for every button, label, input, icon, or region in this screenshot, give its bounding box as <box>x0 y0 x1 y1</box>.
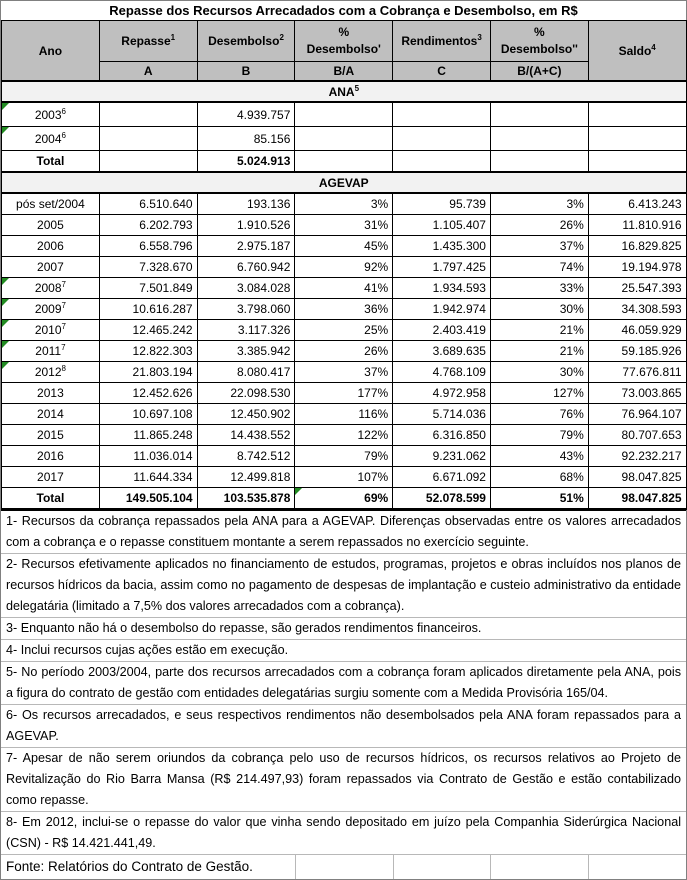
source-label: Fonte: Relatórios do Contrato de Gestão. <box>1 855 296 879</box>
cell-saldo: 6.413.243 <box>588 193 686 215</box>
cell-rendimentos: 6.316.850 <box>393 425 491 446</box>
cell-saldo: 11.810.916 <box>588 215 686 236</box>
cell-rendimentos: 1.435.300 <box>393 236 491 257</box>
cell-rendimentos <box>393 102 491 127</box>
cell-desembolso: 5.024.913 <box>197 151 295 173</box>
cell-desembolso: 103.535.878 <box>197 488 295 510</box>
source-empty-cell <box>491 855 589 879</box>
cell-ano: 2015 <box>2 425 100 446</box>
cell-saldo: 98.047.825 <box>588 488 686 510</box>
subheader-b: B <box>197 62 295 82</box>
cell-pct-ba: 69% <box>295 488 393 510</box>
cell-desembolso: 4.939.757 <box>197 102 295 127</box>
cell-ano: 2011$^7$ <box>2 341 100 362</box>
cell-repasse: 10.697.108 <box>99 404 197 425</box>
cell-rendimentos: 9.231.062 <box>393 446 491 467</box>
cell-saldo <box>588 102 686 127</box>
cell-repasse: 12.465.242 <box>99 320 197 341</box>
cell-desembolso: 3.117.326 <box>197 320 295 341</box>
cell-ano: 2016 <box>2 446 100 467</box>
cell-repasse <box>99 102 197 127</box>
cell-pct-ba: 26% <box>295 341 393 362</box>
footnote-1: 1- Recursos da cobrança repassados pela ANA para a AGEVAP. Diferenças observadas entre os valores arrecadados com a cobrança e o repasse constituem montante a serem repassados no exercício seguinte. <box>1 511 686 554</box>
cell-pct-bac: 33% <box>490 278 588 299</box>
cell-ano: 2003$^6$ <box>2 102 100 127</box>
repasse-desembolso-table <box>1 20 687 510</box>
cell-pct-bac: 26% <box>490 215 588 236</box>
cell-saldo: 98.047.825 <box>588 467 686 488</box>
cell-pct-bac: 127% <box>490 383 588 404</box>
cell-rendimentos: 4.768.109 <box>393 362 491 383</box>
cell-pct-bac: 51% <box>490 488 588 510</box>
cell-rendimentos <box>393 151 491 173</box>
cell-ano: 2012$^8$ <box>2 362 100 383</box>
cell-ano: 2005 <box>2 215 100 236</box>
cell-pct-bac: 68% <box>490 467 588 488</box>
cell-repasse: 7.328.670 <box>99 257 197 278</box>
cell-pct-bac: 74% <box>490 257 588 278</box>
cell-pct-bac: 43% <box>490 446 588 467</box>
cell-repasse: 12.822.303 <box>99 341 197 362</box>
cell-desembolso: 3.385.942 <box>197 341 295 362</box>
cell-repasse: 11.644.334 <box>99 467 197 488</box>
cell-ano: pós set/2004 <box>2 193 100 215</box>
cell-saldo: 76.964.107 <box>588 404 686 425</box>
cell-repasse <box>99 127 197 151</box>
cell-pct-ba: 122% <box>295 425 393 446</box>
cell-desembolso: 14.438.552 <box>197 425 295 446</box>
col-header-rendimentos: Rendimentos$^3$ <box>393 21 491 62</box>
cell-pct-ba <box>295 102 393 127</box>
cell-desembolso: 6.760.942 <box>197 257 295 278</box>
footnote-4: 4- Inclui recursos cujas ações estão em execução. <box>1 640 686 662</box>
cell-rendimentos <box>393 127 491 151</box>
cell-pct-bac: 37% <box>490 236 588 257</box>
cell-rendimentos: 4.972.958 <box>393 383 491 404</box>
cell-pct-bac: 30% <box>490 299 588 320</box>
cell-desembolso: 3.084.028 <box>197 278 295 299</box>
cell-desembolso: 3.798.060 <box>197 299 295 320</box>
col-header-ano: Ano <box>2 21 100 82</box>
footnote-5: 5- No período 2003/2004, parte dos recursos arrecadados com a cobrança foram aplicados diretamente pela ANA, pois a figura do contrato de gestão com entidades delegatárias surgiu somente com a Medida Provisória 165/04. <box>1 662 686 705</box>
col-header-desembolso: Desembolso$^2$ <box>197 21 295 62</box>
cell-desembolso: 85.156 <box>197 127 295 151</box>
cell-rendimentos: 5.714.036 <box>393 404 491 425</box>
cell-rendimentos: 1.797.425 <box>393 257 491 278</box>
footnote-7: 7- Apesar de não serem oriundos da cobrança pelo uso de recursos hídricos, os recursos relativos ao Projeto de Revitalização do Rio Barra Mansa (R$ 214.497,93) foram repassados via Contrato de Gestão e estão contabilizado como repasse. <box>1 748 686 812</box>
cell-pct-bac: 30% <box>490 362 588 383</box>
cell-repasse <box>99 151 197 173</box>
cell-repasse: 6.558.796 <box>99 236 197 257</box>
cell-ano: 2008$^7$ <box>2 278 100 299</box>
cell-ano: 2013 <box>2 383 100 404</box>
cell-desembolso: 1.910.526 <box>197 215 295 236</box>
cell-rendimentos: 52.078.599 <box>393 488 491 510</box>
cell-saldo: 19.194.978 <box>588 257 686 278</box>
cell-pct-ba: 25% <box>295 320 393 341</box>
col-header-repasse: Repasse$^1$ <box>99 21 197 62</box>
cell-saldo: 16.829.825 <box>588 236 686 257</box>
cell-pct-ba: 107% <box>295 467 393 488</box>
cell-saldo: 92.232.217 <box>588 446 686 467</box>
cell-desembolso: 12.499.818 <box>197 467 295 488</box>
cell-pct-ba: 79% <box>295 446 393 467</box>
cell-pct-bac: 21% <box>490 320 588 341</box>
cell-ano: 2007 <box>2 257 100 278</box>
section-band-agevap: AGEVAP <box>2 172 687 193</box>
cell-repasse: 21.803.194 <box>99 362 197 383</box>
subheader-a: A <box>99 62 197 82</box>
cell-ano: 2014 <box>2 404 100 425</box>
cell-repasse: 149.505.104 <box>99 488 197 510</box>
source-empty-cell <box>296 855 394 879</box>
cell-desembolso: 193.136 <box>197 193 295 215</box>
source-row <box>1 854 686 879</box>
cell-pct-bac: 3% <box>490 193 588 215</box>
cell-saldo: 46.059.929 <box>588 320 686 341</box>
col-header-saldo: Saldo$^4$ <box>588 21 686 82</box>
cell-pct-bac: 76% <box>490 404 588 425</box>
cell-saldo: 34.308.593 <box>588 299 686 320</box>
cell-ano: 2004$^6$ <box>2 127 100 151</box>
cell-ano: Total <box>2 488 100 510</box>
footnotes-block <box>1 510 686 854</box>
cell-pct-ba: 116% <box>295 404 393 425</box>
source-empty-cell <box>394 855 492 879</box>
cell-saldo: 25.547.393 <box>588 278 686 299</box>
section-band-ana: ANA$^5$ <box>2 81 687 102</box>
cell-rendimentos: 1.942.974 <box>393 299 491 320</box>
cell-pct-ba: 37% <box>295 362 393 383</box>
cell-pct-bac <box>490 151 588 173</box>
cell-pct-ba <box>295 151 393 173</box>
cell-rendimentos: 6.671.092 <box>393 467 491 488</box>
table-title: Repasse dos Recursos Arrecadados com a Cobrança e Desembolso, em R$ <box>1 1 686 20</box>
cell-saldo <box>588 127 686 151</box>
subheader-c: C <box>393 62 491 82</box>
cell-rendimentos: 3.689.635 <box>393 341 491 362</box>
cell-ano: 2017 <box>2 467 100 488</box>
footnote-8: 8- Em 2012, inclui-se o repasse do valor que vinha sendo depositado em juízo pela Companhia Siderúrgica Nacional (CSN) - R$ 14.421.441,49. <box>6 815 681 850</box>
col-header-pct-desembolso-bac: % Desembolso'' <box>490 21 588 62</box>
footnote-3: 3- Enquanto não há o desembolso do repasse, são gerados rendimentos financeiros. <box>1 618 686 640</box>
cell-pct-ba: 45% <box>295 236 393 257</box>
cell-saldo: 77.676.811 <box>588 362 686 383</box>
cell-repasse: 7.501.849 <box>99 278 197 299</box>
cell-pct-ba: 41% <box>295 278 393 299</box>
subheader-ba: B/A <box>295 62 393 82</box>
cell-desembolso: 8.080.417 <box>197 362 295 383</box>
source-empty-cell <box>589 855 687 879</box>
cell-ano: 2009$^7$ <box>2 299 100 320</box>
cell-pct-ba: 31% <box>295 215 393 236</box>
cell-repasse: 6.202.793 <box>99 215 197 236</box>
cell-desembolso: 2.975.187 <box>197 236 295 257</box>
cell-desembolso: 8.742.512 <box>197 446 295 467</box>
cell-pct-bac: 21% <box>490 341 588 362</box>
cell-pct-ba: 36% <box>295 299 393 320</box>
cell-pct-ba <box>295 127 393 151</box>
cell-repasse: 11.036.014 <box>99 446 197 467</box>
cell-pct-ba: 177% <box>295 383 393 404</box>
footnote-6: 6- Os recursos arrecadados, e seus respectivos rendimentos não desembolsados pela ANA foram repassados para a AGEVAP. <box>1 705 686 748</box>
cell-pct-ba: 3% <box>295 193 393 215</box>
cell-repasse: 12.452.626 <box>99 383 197 404</box>
cell-pct-bac: 79% <box>490 425 588 446</box>
col-header-pct-desembolso-ba: % Desembolso' <box>295 21 393 62</box>
cell-ano: Total <box>2 151 100 173</box>
footnote-2: 2- Recursos efetivamente aplicados no financiamento de estudos, programas, projetos e obras incluídos nos planos de recursos hídricos da bacia, assim como no pagamento de despesas de implantação e custeio administrativo da entidade delegatária (limitado a 7,5% dos valores arrecadados com a cobrança). <box>1 554 686 618</box>
cell-pct-bac <box>490 127 588 151</box>
cell-pct-ba: 92% <box>295 257 393 278</box>
cell-rendimentos: 95.739 <box>393 193 491 215</box>
subheader-bac: B/(A+C) <box>490 62 588 82</box>
cell-saldo: 73.003.865 <box>588 383 686 404</box>
cell-repasse: 10.616.287 <box>99 299 197 320</box>
cell-rendimentos: 1.934.593 <box>393 278 491 299</box>
cell-rendimentos: 1.105.407 <box>393 215 491 236</box>
cell-saldo: 59.185.926 <box>588 341 686 362</box>
cell-ano: 2010$^7$ <box>2 320 100 341</box>
cell-desembolso: 22.098.530 <box>197 383 295 404</box>
cell-repasse: 6.510.640 <box>99 193 197 215</box>
cell-pct-bac <box>490 102 588 127</box>
cell-repasse: 11.865.248 <box>99 425 197 446</box>
cell-ano: 2006 <box>2 236 100 257</box>
cell-desembolso: 12.450.902 <box>197 404 295 425</box>
cell-saldo <box>588 151 686 173</box>
cell-rendimentos: 2.403.419 <box>393 320 491 341</box>
cell-saldo: 80.707.653 <box>588 425 686 446</box>
